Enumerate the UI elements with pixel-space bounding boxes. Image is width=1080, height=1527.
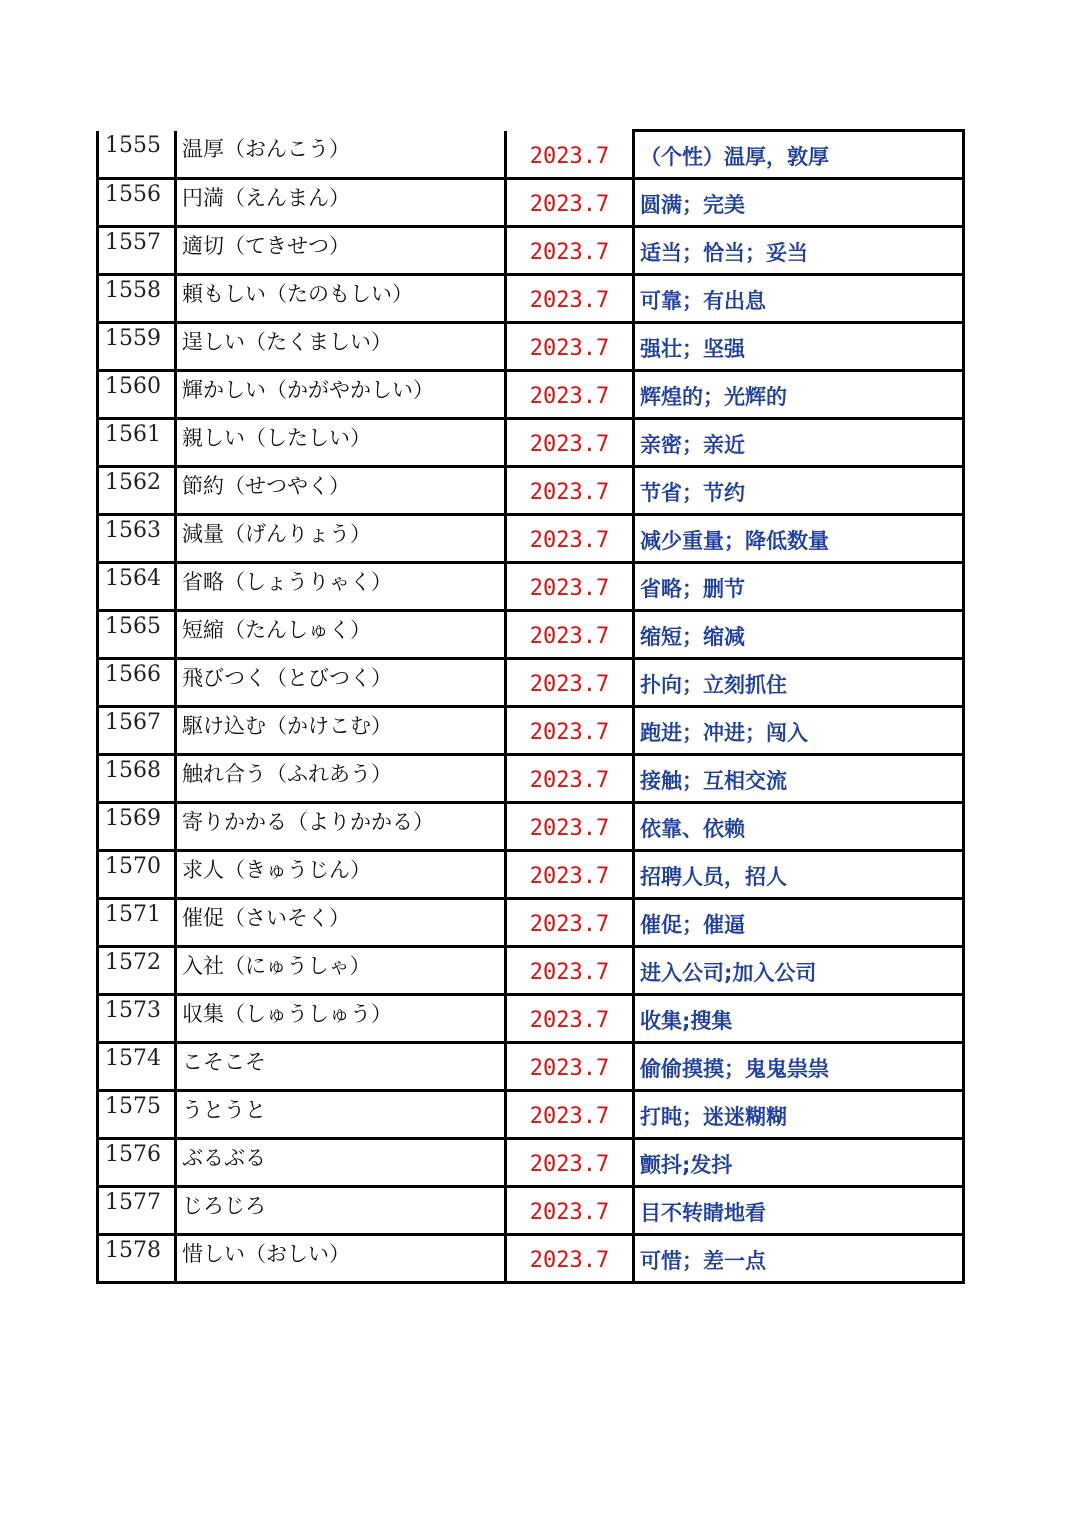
row-number: 1567 xyxy=(98,707,176,755)
date-cell: 2023.7 xyxy=(506,515,634,563)
table-row xyxy=(98,179,964,227)
chinese-meaning: 适当；恰当；妥当 xyxy=(634,227,964,275)
chinese-meaning: 催促；催逼 xyxy=(634,899,964,947)
chinese-meaning: 可惜；差一点 xyxy=(634,1235,964,1283)
date-cell: 2023.7 xyxy=(506,179,634,227)
japanese-word: ぶるぶる xyxy=(176,1139,506,1187)
chinese-meaning: 省略；删节 xyxy=(634,563,964,611)
table-row xyxy=(98,1187,964,1235)
table-row xyxy=(98,899,964,947)
date-cell: 2023.7 xyxy=(506,563,634,611)
row-number: 1570 xyxy=(98,851,176,899)
row-number: 1562 xyxy=(98,467,176,515)
date-cell: 2023.7 xyxy=(506,131,634,179)
chinese-meaning: 扑向；立刻抓住 xyxy=(634,659,964,707)
table-row xyxy=(98,227,964,275)
chinese-meaning: 减少重量；降低数量 xyxy=(634,515,964,563)
table-row xyxy=(98,515,964,563)
japanese-word: 収集（しゅうしゅう） xyxy=(176,995,506,1043)
japanese-word: 触れ合う（ふれあう） xyxy=(176,755,506,803)
row-number: 1563 xyxy=(98,515,176,563)
date-cell: 2023.7 xyxy=(506,227,634,275)
row-number: 1576 xyxy=(98,1139,176,1187)
date-cell: 2023.7 xyxy=(506,1187,634,1235)
table-row xyxy=(98,1043,964,1091)
japanese-word: 求人（きゅうじん） xyxy=(176,851,506,899)
row-number: 1573 xyxy=(98,995,176,1043)
table-row xyxy=(98,563,964,611)
japanese-word: 逞しい（たくましい） xyxy=(176,323,506,371)
table-row xyxy=(98,947,964,995)
chinese-meaning: 辉煌的；光辉的 xyxy=(634,371,964,419)
chinese-meaning: 目不转睛地看 xyxy=(634,1187,964,1235)
row-number: 1571 xyxy=(98,899,176,947)
table-row xyxy=(98,659,964,707)
row-number: 1559 xyxy=(98,323,176,371)
japanese-word: うとうと xyxy=(176,1091,506,1139)
row-number: 1575 xyxy=(98,1091,176,1139)
date-cell: 2023.7 xyxy=(506,995,634,1043)
date-cell: 2023.7 xyxy=(506,419,634,467)
table-row xyxy=(98,995,964,1043)
japanese-word: 輝かしい（かがやかしい） xyxy=(176,371,506,419)
row-number: 1577 xyxy=(98,1187,176,1235)
table-row xyxy=(98,131,964,179)
chinese-meaning: 可靠；有出息 xyxy=(634,275,964,323)
japanese-word: 頼もしい（たのもしい） xyxy=(176,275,506,323)
japanese-word: 適切（てきせつ） xyxy=(176,227,506,275)
date-cell: 2023.7 xyxy=(506,755,634,803)
date-cell: 2023.7 xyxy=(506,275,634,323)
row-number: 1565 xyxy=(98,611,176,659)
row-number: 1574 xyxy=(98,1043,176,1091)
date-cell: 2023.7 xyxy=(506,707,634,755)
japanese-word: 入社（にゅうしゃ） xyxy=(176,947,506,995)
japanese-word: 親しい（したしい） xyxy=(176,419,506,467)
row-number: 1555 xyxy=(98,131,176,179)
chinese-meaning: 招聘人员，招人 xyxy=(634,851,964,899)
date-cell: 2023.7 xyxy=(506,323,634,371)
row-number: 1578 xyxy=(98,1235,176,1283)
japanese-word: 短縮（たんしゅく） xyxy=(176,611,506,659)
japanese-word: 減量（げんりょう） xyxy=(176,515,506,563)
date-cell: 2023.7 xyxy=(506,467,634,515)
date-cell: 2023.7 xyxy=(506,611,634,659)
japanese-word: 温厚（おんこう） xyxy=(176,131,506,179)
table-row xyxy=(98,803,964,851)
chinese-meaning: 跑进；冲进；闯入 xyxy=(634,707,964,755)
row-number: 1558 xyxy=(98,275,176,323)
date-cell: 2023.7 xyxy=(506,851,634,899)
row-number: 1556 xyxy=(98,179,176,227)
japanese-word: 省略（しょうりゃく） xyxy=(176,563,506,611)
chinese-meaning: 亲密；亲近 xyxy=(634,419,964,467)
chinese-meaning: 缩短；缩减 xyxy=(634,611,964,659)
vocabulary-table-body xyxy=(98,131,964,1283)
table-row xyxy=(98,707,964,755)
row-number: 1566 xyxy=(98,659,176,707)
japanese-word: 寄りかかる（よりかかる） xyxy=(176,803,506,851)
date-cell: 2023.7 xyxy=(506,1139,634,1187)
table-row xyxy=(98,851,964,899)
chinese-meaning: 进入公司;加入公司 xyxy=(634,947,964,995)
chinese-meaning: 颤抖;发抖 xyxy=(634,1139,964,1187)
japanese-word: 惜しい（おしい） xyxy=(176,1235,506,1283)
chinese-meaning: 圆满；完美 xyxy=(634,179,964,227)
japanese-word: 飛びつく（とびつく） xyxy=(176,659,506,707)
date-cell: 2023.7 xyxy=(506,899,634,947)
date-cell: 2023.7 xyxy=(506,1043,634,1091)
vocabulary-table xyxy=(96,129,965,1284)
japanese-word: こそこそ xyxy=(176,1043,506,1091)
table-row xyxy=(98,755,964,803)
date-cell: 2023.7 xyxy=(506,1235,634,1283)
chinese-meaning: 偷偷摸摸；鬼鬼祟祟 xyxy=(634,1043,964,1091)
date-cell: 2023.7 xyxy=(506,947,634,995)
chinese-meaning: 节省；节约 xyxy=(634,467,964,515)
row-number: 1560 xyxy=(98,371,176,419)
row-number: 1568 xyxy=(98,755,176,803)
japanese-word: じろじろ xyxy=(176,1187,506,1235)
japanese-word: 円満（えんまん） xyxy=(176,179,506,227)
table-row xyxy=(98,323,964,371)
japanese-word: 駆け込む（かけこむ） xyxy=(176,707,506,755)
table-row xyxy=(98,467,964,515)
chinese-meaning: 强壮；坚强 xyxy=(634,323,964,371)
row-number: 1564 xyxy=(98,563,176,611)
japanese-word: 催促（さいそく） xyxy=(176,899,506,947)
table-row xyxy=(98,1235,964,1283)
chinese-meaning: （个性）温厚，敦厚 xyxy=(634,131,964,179)
date-cell: 2023.7 xyxy=(506,803,634,851)
date-cell: 2023.7 xyxy=(506,1091,634,1139)
row-number: 1572 xyxy=(98,947,176,995)
row-number: 1557 xyxy=(98,227,176,275)
japanese-word: 節約（せつやく） xyxy=(176,467,506,515)
table-row xyxy=(98,419,964,467)
date-cell: 2023.7 xyxy=(506,659,634,707)
chinese-meaning: 打盹；迷迷糊糊 xyxy=(634,1091,964,1139)
table-row xyxy=(98,611,964,659)
row-number: 1569 xyxy=(98,803,176,851)
table-row xyxy=(98,1139,964,1187)
table-row xyxy=(98,1091,964,1139)
table-row xyxy=(98,371,964,419)
chinese-meaning: 收集;搜集 xyxy=(634,995,964,1043)
table-row xyxy=(98,275,964,323)
row-number: 1561 xyxy=(98,419,176,467)
chinese-meaning: 依靠、依赖 xyxy=(634,803,964,851)
chinese-meaning: 接触；互相交流 xyxy=(634,755,964,803)
date-cell: 2023.7 xyxy=(506,371,634,419)
